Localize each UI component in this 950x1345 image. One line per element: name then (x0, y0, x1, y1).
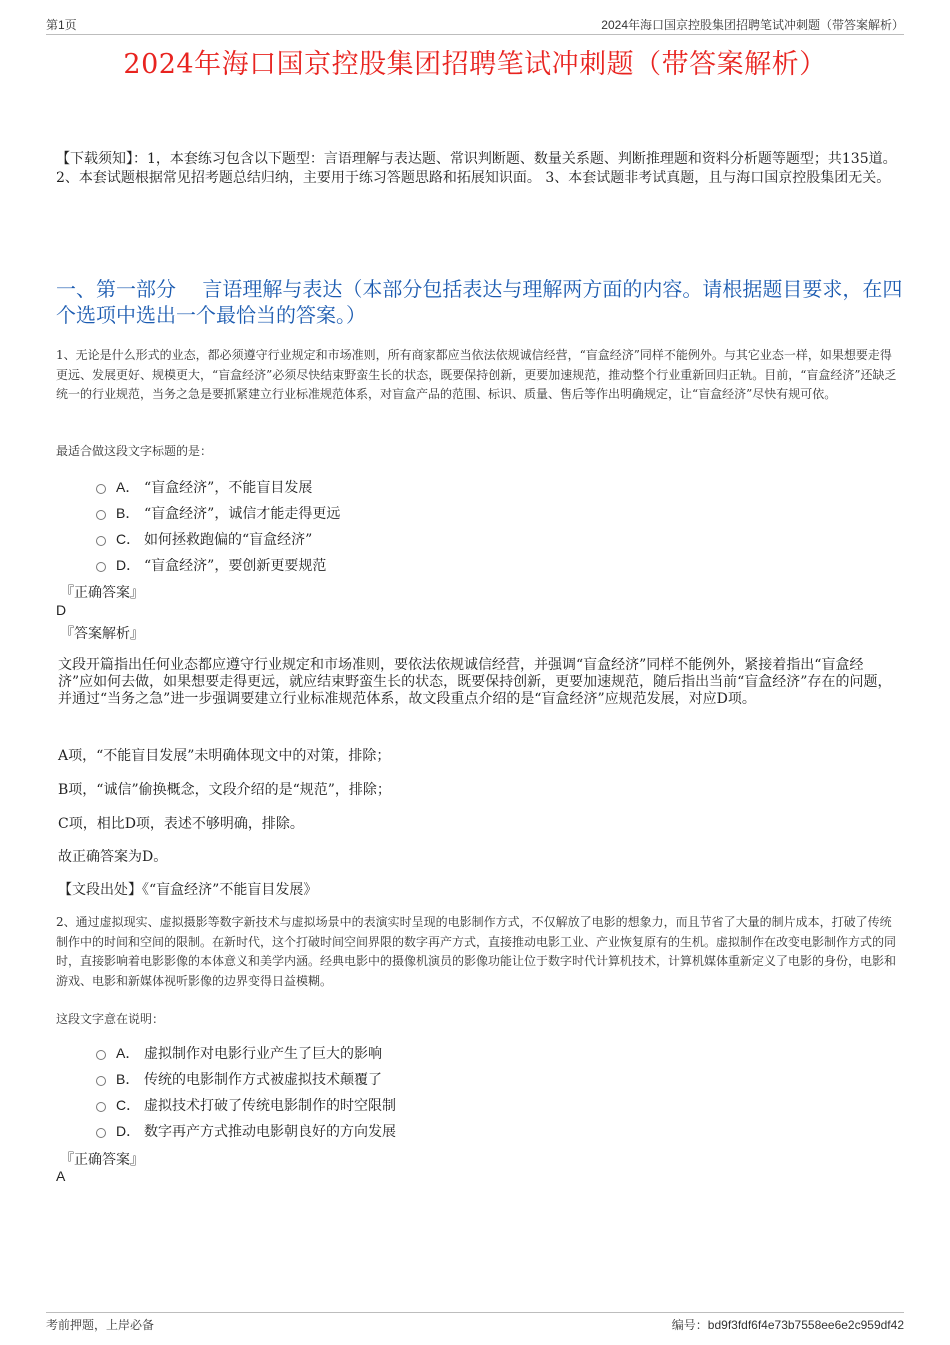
question-1-analysis: 文段开篇指出任何业态都应遵守行业规定和市场准则，要依法依规诚信经营，并强调“盲盒经济”同样不能例外，紧接着指出“盲盒经济”应如何去做，如果想要走得更远，就应结束野蛮生长的状态，既要保持创新，更要加速规范，随后指出当前“盲盒经济”存在的问题，并通过“当务之急”进一步强调要建立行业标准规范体系，故文段重点介绍的是“盲盒经济”应规范发展，对应D项。 (58, 657, 892, 707)
radio-icon[interactable] (96, 510, 106, 520)
radio-icon[interactable] (96, 1050, 106, 1060)
question-1-stem: 1、无论是什么形式的业态，都必须遵守行业规定和市场准则，所有商家都应当依法依规诚信经营，“盲盒经济”同样不能例外。与其它业态一样，如果想要走得更远、发展更好、规模更大，“盲盒经济”必须尽快结束野蛮生长的状态，既要保持创新，更要加速规范，推动整个行业重新回归正轨。目前，“盲盒经济”还缺乏统一的行业规范，当务之急是要抓紧建立行业标准规范体系，对盲盒产品的范围、标识、质量、售后等作出明确规定，让“盲盒经济”尽快有规可依。 (56, 348, 897, 401)
question-2-option-b[interactable]: B． 传统的电影制作方式被虚拟技术颠覆了 (96, 1069, 382, 1089)
question-1-source: 【文段出处】《“盲盒经济”不能盲目发展》 (58, 882, 318, 898)
question-2-option-c[interactable]: C． 虚拟技术打破了传统电影制作的时空限制 (96, 1095, 396, 1115)
analysis-line-c: C项，相比D项，表述不够明确，排除。 (58, 816, 304, 832)
page-number: 第1页 (46, 18, 77, 32)
footer-code: 编号：bd9f3fdf6f4e73b7558ee6e2c959df42 (671, 1318, 904, 1332)
radio-icon[interactable] (96, 562, 106, 572)
question-1-option-b[interactable]: B． “盲盒经济”，诚信才能走得更远 (96, 503, 340, 523)
header-doc-title: 2024年海口国京控股集团招聘笔试冲刺题（带答案解析） (601, 18, 904, 32)
question-1-option-d[interactable]: D． “盲盒经济”，要创新更要规范 (96, 555, 326, 575)
question-2-correct-label: 『正确答案』 (60, 1152, 144, 1168)
question-1-prompt: 最适合做这段文字标题的是： (56, 444, 213, 458)
question-1-correct-label: 『正确答案』 (60, 585, 144, 601)
radio-icon[interactable] (96, 484, 106, 494)
document-title: 2024年海口国京控股集团招聘笔试冲刺题（带答案解析） (123, 49, 827, 80)
page-header (46, 14, 904, 35)
question-2-prompt: 这段文字意在说明： (56, 1012, 165, 1026)
question-1-option-a[interactable]: A． “盲盒经济”，不能盲目发展 (96, 477, 312, 497)
analysis-conclusion: 故正确答案为D。 (58, 849, 168, 865)
section-title: 一、第一部分 言语理解与表达（本部分包括表达与理解两方面的内容。请根据题目要求，在四个选项中选出一个最恰当的答案。） (56, 277, 903, 327)
question-2-stem: 2、通过虚拟现实、虚拟摄影等数字新技术与虚拟场景中的表演实时呈现的电影制作方式，不仅解放了电影的想象力，而且节省了大量的制片成本，打破了传统制作中的时间和空间的限制。在新时代，这个打破时间空间界限的数字再产方式，直接推动电影工业、产业恢复原有的生机。虚拟制作在改变电影制作方式的同时，直接影响着电影影像的本体意义和美学内涵。经典电影中的摄像机演员的影像功能让位于数字时代计算机技术，计算机媒体重新定义了电影的身份，电影和游戏、电影和新媒体视听影像的边界变得日益模糊。 (56, 915, 897, 988)
question-2-option-a[interactable]: A． 虚拟制作对电影行业产生了巨大的影响 (96, 1043, 382, 1063)
radio-icon[interactable] (96, 1102, 106, 1112)
radio-icon[interactable] (96, 536, 106, 546)
question-2-option-d[interactable]: D． 数字再产方式推动电影朝良好的方向发展 (96, 1121, 396, 1141)
question-1-analysis-label: 『答案解析』 (60, 626, 144, 642)
footer-slogan: 考前押题，上岸必备 (46, 1318, 155, 1332)
radio-icon[interactable] (96, 1076, 106, 1086)
question-2-answer: A (56, 1168, 66, 1184)
question-1-answer: D (56, 602, 67, 618)
page-footer (46, 1312, 904, 1333)
download-notice: 【下载须知】：1，本套练习包含以下题型：言语理解与表达题、常识判断题、数量关系题、判断推理题和资料分析题等题型；共135道。 2、本套试题根据常见招考题总结归纳，主要用于练习答题思路和拓展知识面。 3、本套试题非考试真题，且与海口国京控股集团无关。 (56, 151, 897, 186)
analysis-line-a: A项，“不能盲目发展”未明确体现文中的对策，排除； (58, 748, 391, 764)
question-1-option-c[interactable]: C． 如何拯救跑偏的“盲盒经济” (96, 529, 312, 549)
radio-icon[interactable] (96, 1128, 106, 1138)
analysis-line-b: B项，“诚信”偷换概念，文段介绍的是“规范”，排除； (58, 782, 391, 798)
